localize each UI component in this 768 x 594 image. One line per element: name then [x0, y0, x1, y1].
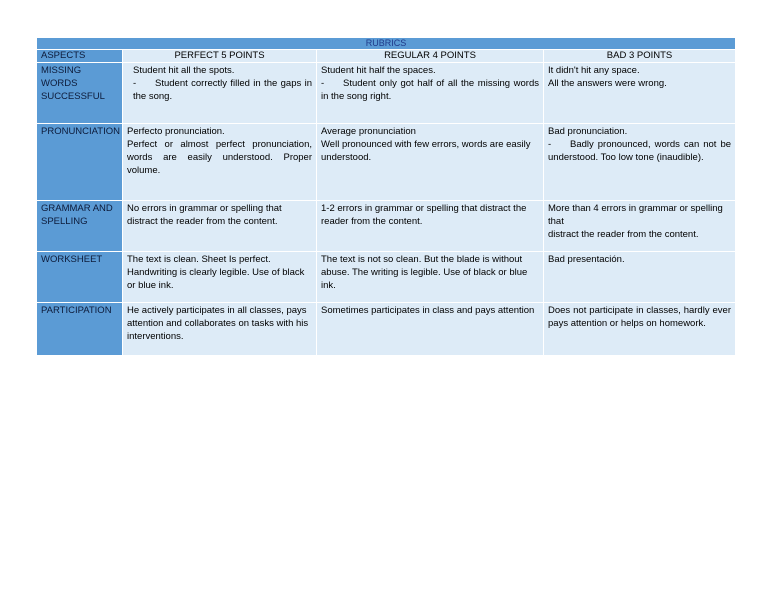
cell-text: It didn't hit any space. [548, 65, 640, 76]
cell-text: Well pronounced with few errors, words are easily understood. [321, 139, 531, 163]
rubric-table [36, 37, 736, 356]
cell-bad [544, 124, 736, 201]
cell-bad: Bad presentación. [544, 252, 736, 303]
aspect-label: PRONUNCIATION [37, 124, 123, 201]
cell-regular: Sometimes participates in class and pays attention [317, 303, 544, 356]
cell-text: Student hit half the spaces. [321, 65, 436, 76]
cell-text: Average pronunciation [321, 126, 416, 137]
cell-bullet-line [133, 77, 312, 103]
cell-regular: 1-2 errors in grammar or spelling that distract the reader from the content. [317, 201, 544, 252]
table-row [37, 252, 736, 303]
cell-perfect: The text is clean. Sheet Is perfect. Handwriting is clearly legible. Use of black or blue ink. [123, 252, 317, 303]
cell-perfect: No errors in grammar or spelling that distract the reader from the content. [123, 201, 317, 252]
cell-text: Badly pronounced, words can not be understood. Too low tone (inaudible). [548, 139, 732, 163]
cell-text: More than 4 errors in grammar or spelling that [548, 203, 723, 227]
cell-bullet-line [321, 77, 539, 103]
cell-bad: Does not participate in classes, hardly ever pays attention or helps on homework. [544, 303, 736, 356]
cell-perfect [123, 124, 317, 201]
aspect-label: WORKSHEET [37, 252, 123, 303]
cell-text: Student correctly filled in the gaps in the song. [133, 78, 312, 102]
cell-text: All the answers were wrong. [548, 78, 667, 89]
cell-perfect: He actively participates in all classes, pays attention and collaborates on tasks with his interventions. [123, 303, 317, 356]
dash-mark: - [548, 139, 552, 150]
dash-mark: - [133, 78, 137, 89]
header-regular: REGULAR 4 POINTS [317, 50, 544, 63]
cell-bad [544, 63, 736, 124]
cell-text: Perfect or almost perfect pronunciation, words are easily understood. Proper volume. [127, 139, 312, 176]
cell-text: Student hit all the spots. [133, 65, 235, 76]
cell-bullet-line [548, 138, 731, 164]
header-bad: BAD 3 POINTS [544, 50, 736, 63]
header-aspects: ASPECTS [37, 50, 123, 63]
cell-regular [317, 63, 544, 124]
cell-bad [544, 201, 736, 252]
cell-text: Bad pronunciation. [548, 126, 628, 137]
header-perfect: PERFECT 5 POINTS [123, 50, 317, 63]
cell-text: Student only got half of all the missing words in the song right. [321, 78, 539, 102]
header-row [37, 50, 736, 63]
title-row [37, 38, 736, 50]
cell-regular: The text is not so clean. But the blade is without abuse. The writing is legible. Use of black or blue ink. [317, 252, 544, 303]
table-row [37, 63, 736, 124]
table-row [37, 303, 736, 356]
dash-mark: - [321, 78, 325, 89]
cell-text: distract the reader from the content. [548, 229, 699, 240]
cell-text: Perfecto pronunciation. [127, 126, 225, 137]
cell-perfect [123, 63, 317, 124]
aspect-label: PARTICIPATION [37, 303, 123, 356]
aspect-label: MISSING WORDS SUCCESSFUL [37, 63, 123, 124]
table-row [37, 124, 736, 201]
aspect-label: GRAMMAR AND SPELLING [37, 201, 123, 252]
table-title: RUBRICS [37, 38, 736, 50]
table-row [37, 201, 736, 252]
cell-regular [317, 124, 544, 201]
